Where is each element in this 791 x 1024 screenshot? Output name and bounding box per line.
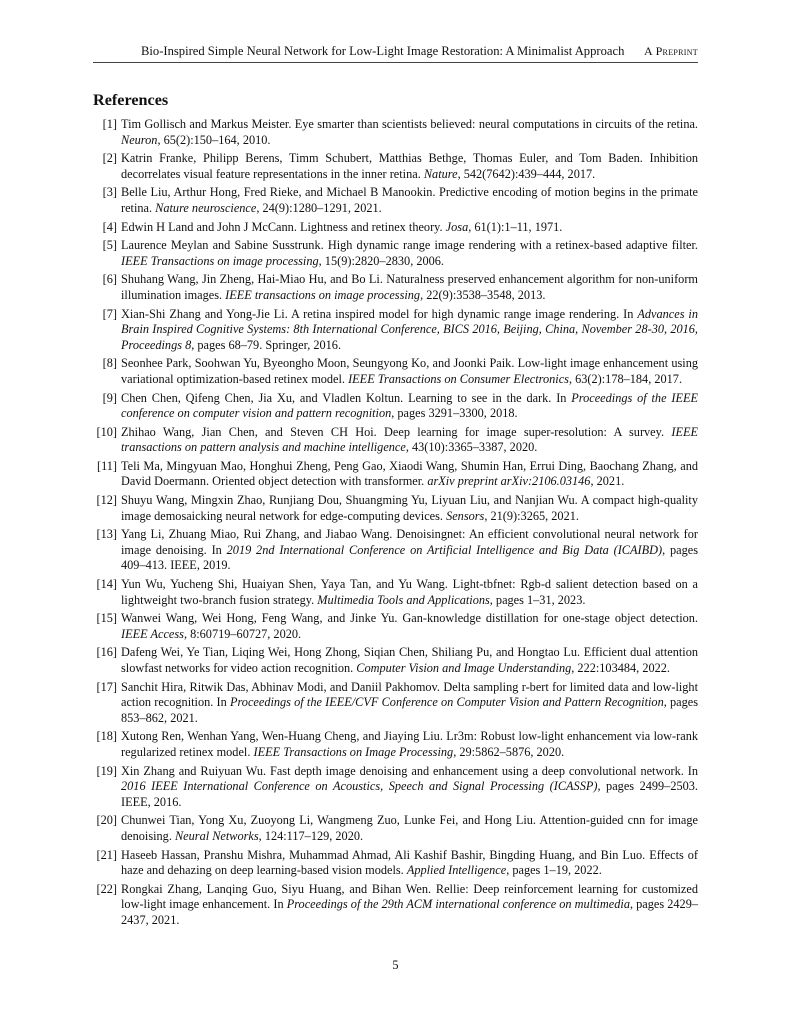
reference-venue: IEEE transactions on image processing (225, 287, 421, 302)
reference-venue: arXiv preprint arXiv:2106.03146 (427, 474, 591, 489)
reference-venue: Advances in Brain Inspired Cognitive Systems: 8th International Conference, BICS 2016, Beijing, China, November 28-30, 2016, Proceedings 8 (121, 306, 698, 352)
reference-authors-title: Tim Gollisch and Markus Meister. Eye smarter than scientists believed: neural computations in circuits of the retina. (121, 117, 698, 131)
reference-authors-title: Seonhee Park, Soohwan Yu, Byeongho Moon, Seungyong Ko, and Joonki Paik. Low-light image enhancement using variational optimization-based retinex model. (121, 356, 698, 386)
reference-authors-title: Wanwei Wang, Wei Hong, Feng Wang, and Jinke Yu. Gan-knowledge distillation for one-stage object detection. (121, 611, 698, 626)
reference-details: , pages 1–19, 2022. (506, 863, 602, 878)
reference-item (93, 764, 698, 811)
reference-number: [18] (96, 729, 117, 744)
reference-authors-title: Haseeb Hassan, Pranshu Mishra, Muhammad Ahmad, Ali Kashif Bashir, Bingding Huang, and Bin Luo. Effects of haze and dehazing on deep learning-based vision models. (121, 847, 698, 878)
reference-details: , 15(9):2820–2830, 2006. (318, 253, 445, 268)
reference-authors-title: Edwin H Land and John J McCann. Lightness and retinex theory. (121, 219, 446, 234)
reference-venue: Sensors (446, 508, 485, 523)
reference-authors-title: Xian-Shi Zhang and Yong-Jie Li. A retina inspired model for high dynamic range image rendering. In (121, 306, 638, 321)
reference-details: , pages 68–79. Springer, 2016. (191, 337, 342, 352)
running-header (93, 44, 698, 63)
reference-venue: Josa (445, 219, 469, 234)
references-heading: References (93, 91, 169, 109)
reference-authors-title: Chen Chen, Qifeng Chen, Jia Xu, and Vladlen Koltun. Learning to see in the dark. In (121, 390, 572, 405)
reference-number: [7] (102, 306, 117, 321)
reference-authors-title: Teli Ma, Mingyuan Mao, Honghui Zheng, Peng Gao, Xiaodi Wang, Shumin Han, Errui Ding, Baochang Zhang, and David Doermann. Oriented object detection with transformer. (121, 458, 698, 489)
reference-details: , 542(7642):439–444, 2017. (457, 166, 596, 181)
reference-venue: Proceedings of the 29th ACM international conference on multimedia (286, 897, 630, 912)
reference-number: [19] (96, 763, 117, 778)
reference-authors-title: Zhihao Wang, Jian Chen, and Steven CH Hoi. Deep learning for image super-resolution: A survey. (121, 424, 672, 439)
reference-item (93, 272, 698, 303)
reference-item (93, 882, 698, 929)
reference-item (93, 151, 698, 182)
reference-venue: Neural Networks (174, 828, 259, 843)
reference-venue: IEEE Transactions on image processing (121, 253, 319, 268)
reference-details: , 63(2):178–184, 2017. (568, 371, 683, 386)
reference-venue: Computer Vision and Image Understanding (356, 661, 572, 675)
reference-item (93, 185, 698, 216)
reference-number: [3] (102, 185, 117, 200)
reference-venue: IEEE transactions on pattern analysis and machine intelligence (121, 424, 698, 455)
reference-number: [15] (96, 611, 117, 626)
reference-item (93, 493, 698, 524)
reference-number: [1] (102, 117, 117, 131)
reference-authors-title: Yun Wu, Yucheng Shi, Huaiyan Shen, Yaya Tan, and Yu Wang. Light-tbfnet: Rgb-d salient detection based on a lightweight two-branch fusion strategy. (121, 577, 698, 607)
reference-venue: IEEE Transactions on Image Processing (253, 744, 454, 759)
reference-number: [13] (96, 527, 117, 542)
reference-item (93, 527, 698, 574)
reference-authors-title: Belle Liu, Arthur Hong, Fred Rieke, and Michael B Manookin. Predictive encoding of motion begins in the primate retina. (121, 185, 698, 215)
reference-details: , 29:5862–5876, 2020. (453, 744, 565, 759)
reference-number: [8] (102, 356, 117, 371)
reference-item (93, 611, 698, 642)
reference-venue: Multimedia Tools and Applications (317, 592, 490, 607)
reference-authors-title: Laurence Meylan and Sabine Susstrunk. High dynamic range image rendering with a retinex-based adaptive filter. (121, 238, 698, 253)
reference-item (93, 848, 698, 879)
reference-venue: IEEE Transactions on Consumer Electronics (348, 371, 569, 386)
reference-details: , pages 3291–3300, 2018. (391, 406, 518, 421)
reference-item (93, 356, 698, 387)
reference-venue: Nature (423, 166, 458, 181)
reference-authors-title: Xutong Ren, Wenhan Yang, Wen-Huang Cheng, and Jiaying Liu. Lr3m: Robust low-light enhancement via low-rank regularized retinex model. (121, 729, 698, 759)
reference-venue: Neuron (121, 132, 158, 147)
reference-venue: Applied Intelligence (406, 863, 507, 878)
reference-details: , 22(9):3538–3548, 2013. (420, 287, 546, 302)
reference-authors-title: Chunwei Tian, Yong Xu, Zuoyong Li, Wangmeng Zuo, Lunke Fei, and Hong Liu. Attention-guided cnn for image denoising. (121, 813, 698, 843)
reference-authors-title: Shuyu Wang, Mingxin Zhao, Runjiang Dou, Shuangming Yu, Liyuan Liu, and Nanjian Wu. A compact high-quality image demosaicking neural network for edge-computing devices. (121, 493, 698, 523)
reference-number: [5] (102, 238, 117, 253)
reference-number: [12] (96, 493, 117, 508)
reference-details: , 124:117–129, 2020. (258, 828, 364, 843)
reference-details: , 222:103484, 2022. (571, 661, 670, 675)
reference-number: [10] (96, 424, 117, 439)
reference-number: [4] (102, 219, 117, 234)
reference-number: [22] (96, 881, 117, 896)
reference-authors-title: Shuhang Wang, Jin Zheng, Hai-Miao Hu, and Bo Li. Naturalness preserved enhancement algorithm for non-uniform illumination images. (121, 272, 698, 302)
reference-number: [17] (96, 679, 117, 694)
preprint-tag: A Preprint (643, 44, 698, 58)
running-title: Bio-Inspired Simple Neural Network for Low-Light Image Restoration: A Minimalist Approach (141, 44, 625, 58)
reference-item (93, 425, 698, 456)
reference-venue: Proceedings of the IEEE conference on computer vision and pattern recognition (121, 390, 698, 421)
reference-authors-title: Rongkai Zhang, Lanqing Guo, Siyu Huang, and Bihan Wen. Rellie: Deep reinforcement learning for customized low-light image enhancement. In (121, 881, 698, 912)
reference-number: [20] (96, 813, 117, 828)
reference-venue: IEEE Access (121, 626, 184, 641)
reference-list (93, 117, 698, 932)
reference-number: [9] (102, 390, 117, 405)
reference-venue: Proceedings of the IEEE/CVF Conference on Computer Vision and Pattern Recognition (229, 695, 664, 710)
reference-item (93, 577, 698, 608)
reference-number: [11] (96, 458, 117, 473)
reference-details: , pages 2499–2503. IEEE, 2016. (121, 779, 698, 809)
reference-item (93, 680, 698, 727)
reference-authors-title: Katrin Franke, Philipp Berens, Timm Schubert, Matthias Bethge, Thomas Euler, and Tom Baden. Inhibition decorrelates visual feature representations in the inner retina. (121, 151, 698, 181)
reference-venue: 2019 2nd International Conference on Artificial Intelligence and Big Data (ICAIBD) (226, 542, 663, 557)
reference-venue: Nature neuroscience (155, 200, 257, 215)
reference-number: [6] (102, 272, 117, 287)
reference-number: [14] (96, 577, 117, 592)
reference-authors-title: Sanchit Hira, Ritwik Das, Abhinav Modi, and Daniil Pakhomov. Delta sampling r-bert for limited data and low-light action recognition. In (121, 679, 698, 710)
reference-details: , pages 1–31, 2023. (489, 592, 586, 607)
reference-venue: 2016 IEEE International Conference on Acoustics, Speech and Signal Processing (ICASSP) (121, 779, 598, 794)
reference-details: , 2021. (590, 474, 625, 489)
reference-authors-title: Xin Zhang and Ruiyuan Wu. Fast depth image denoising and enhancement using a deep convolutional network. In (121, 763, 698, 778)
reference-number: [16] (96, 645, 117, 660)
reference-item (93, 813, 698, 844)
reference-details: , pages 2429–2437, 2021. (121, 897, 698, 927)
reference-item (93, 391, 698, 422)
reference-details: , pages 853–862, 2021. (121, 695, 698, 725)
page-number: 5 (392, 958, 399, 972)
reference-details: , 21(9):3265, 2021. (484, 508, 579, 523)
reference-details: , 8:60719–60727, 2020. (183, 626, 302, 641)
reference-item (93, 645, 698, 676)
reference-item (93, 220, 698, 236)
reference-authors-title: Dafeng Wei, Ye Tian, Liqing Wei, Hong Zhong, Siqian Chen, Shiliang Pu, and Hongtao Lu. Efficient dual attention slowfast networks for video action recognition. (121, 645, 698, 675)
reference-details: , 43(10):3365–3387, 2020. (405, 440, 538, 455)
reference-details: , 24(9):1280–1291, 2021. (256, 200, 382, 215)
reference-item (93, 117, 698, 148)
reference-number: [21] (96, 847, 117, 862)
reference-authors-title: Yang Li, Zhuang Miao, Rui Zhang, and Jiabao Wang. Denoisingnet: An efficient convolutional neural network for image denoising. In (121, 527, 698, 557)
reference-item (93, 307, 698, 354)
reference-details: , pages 409–413. IEEE, 2019. (121, 542, 698, 573)
reference-item (93, 238, 698, 269)
reference-item (93, 459, 698, 490)
reference-details: , 61(1):1–11, 1971. (468, 219, 563, 234)
reference-number: [2] (102, 151, 117, 166)
reference-item (93, 729, 698, 760)
reference-details: , 65(2):150–164, 2010. (157, 132, 271, 147)
